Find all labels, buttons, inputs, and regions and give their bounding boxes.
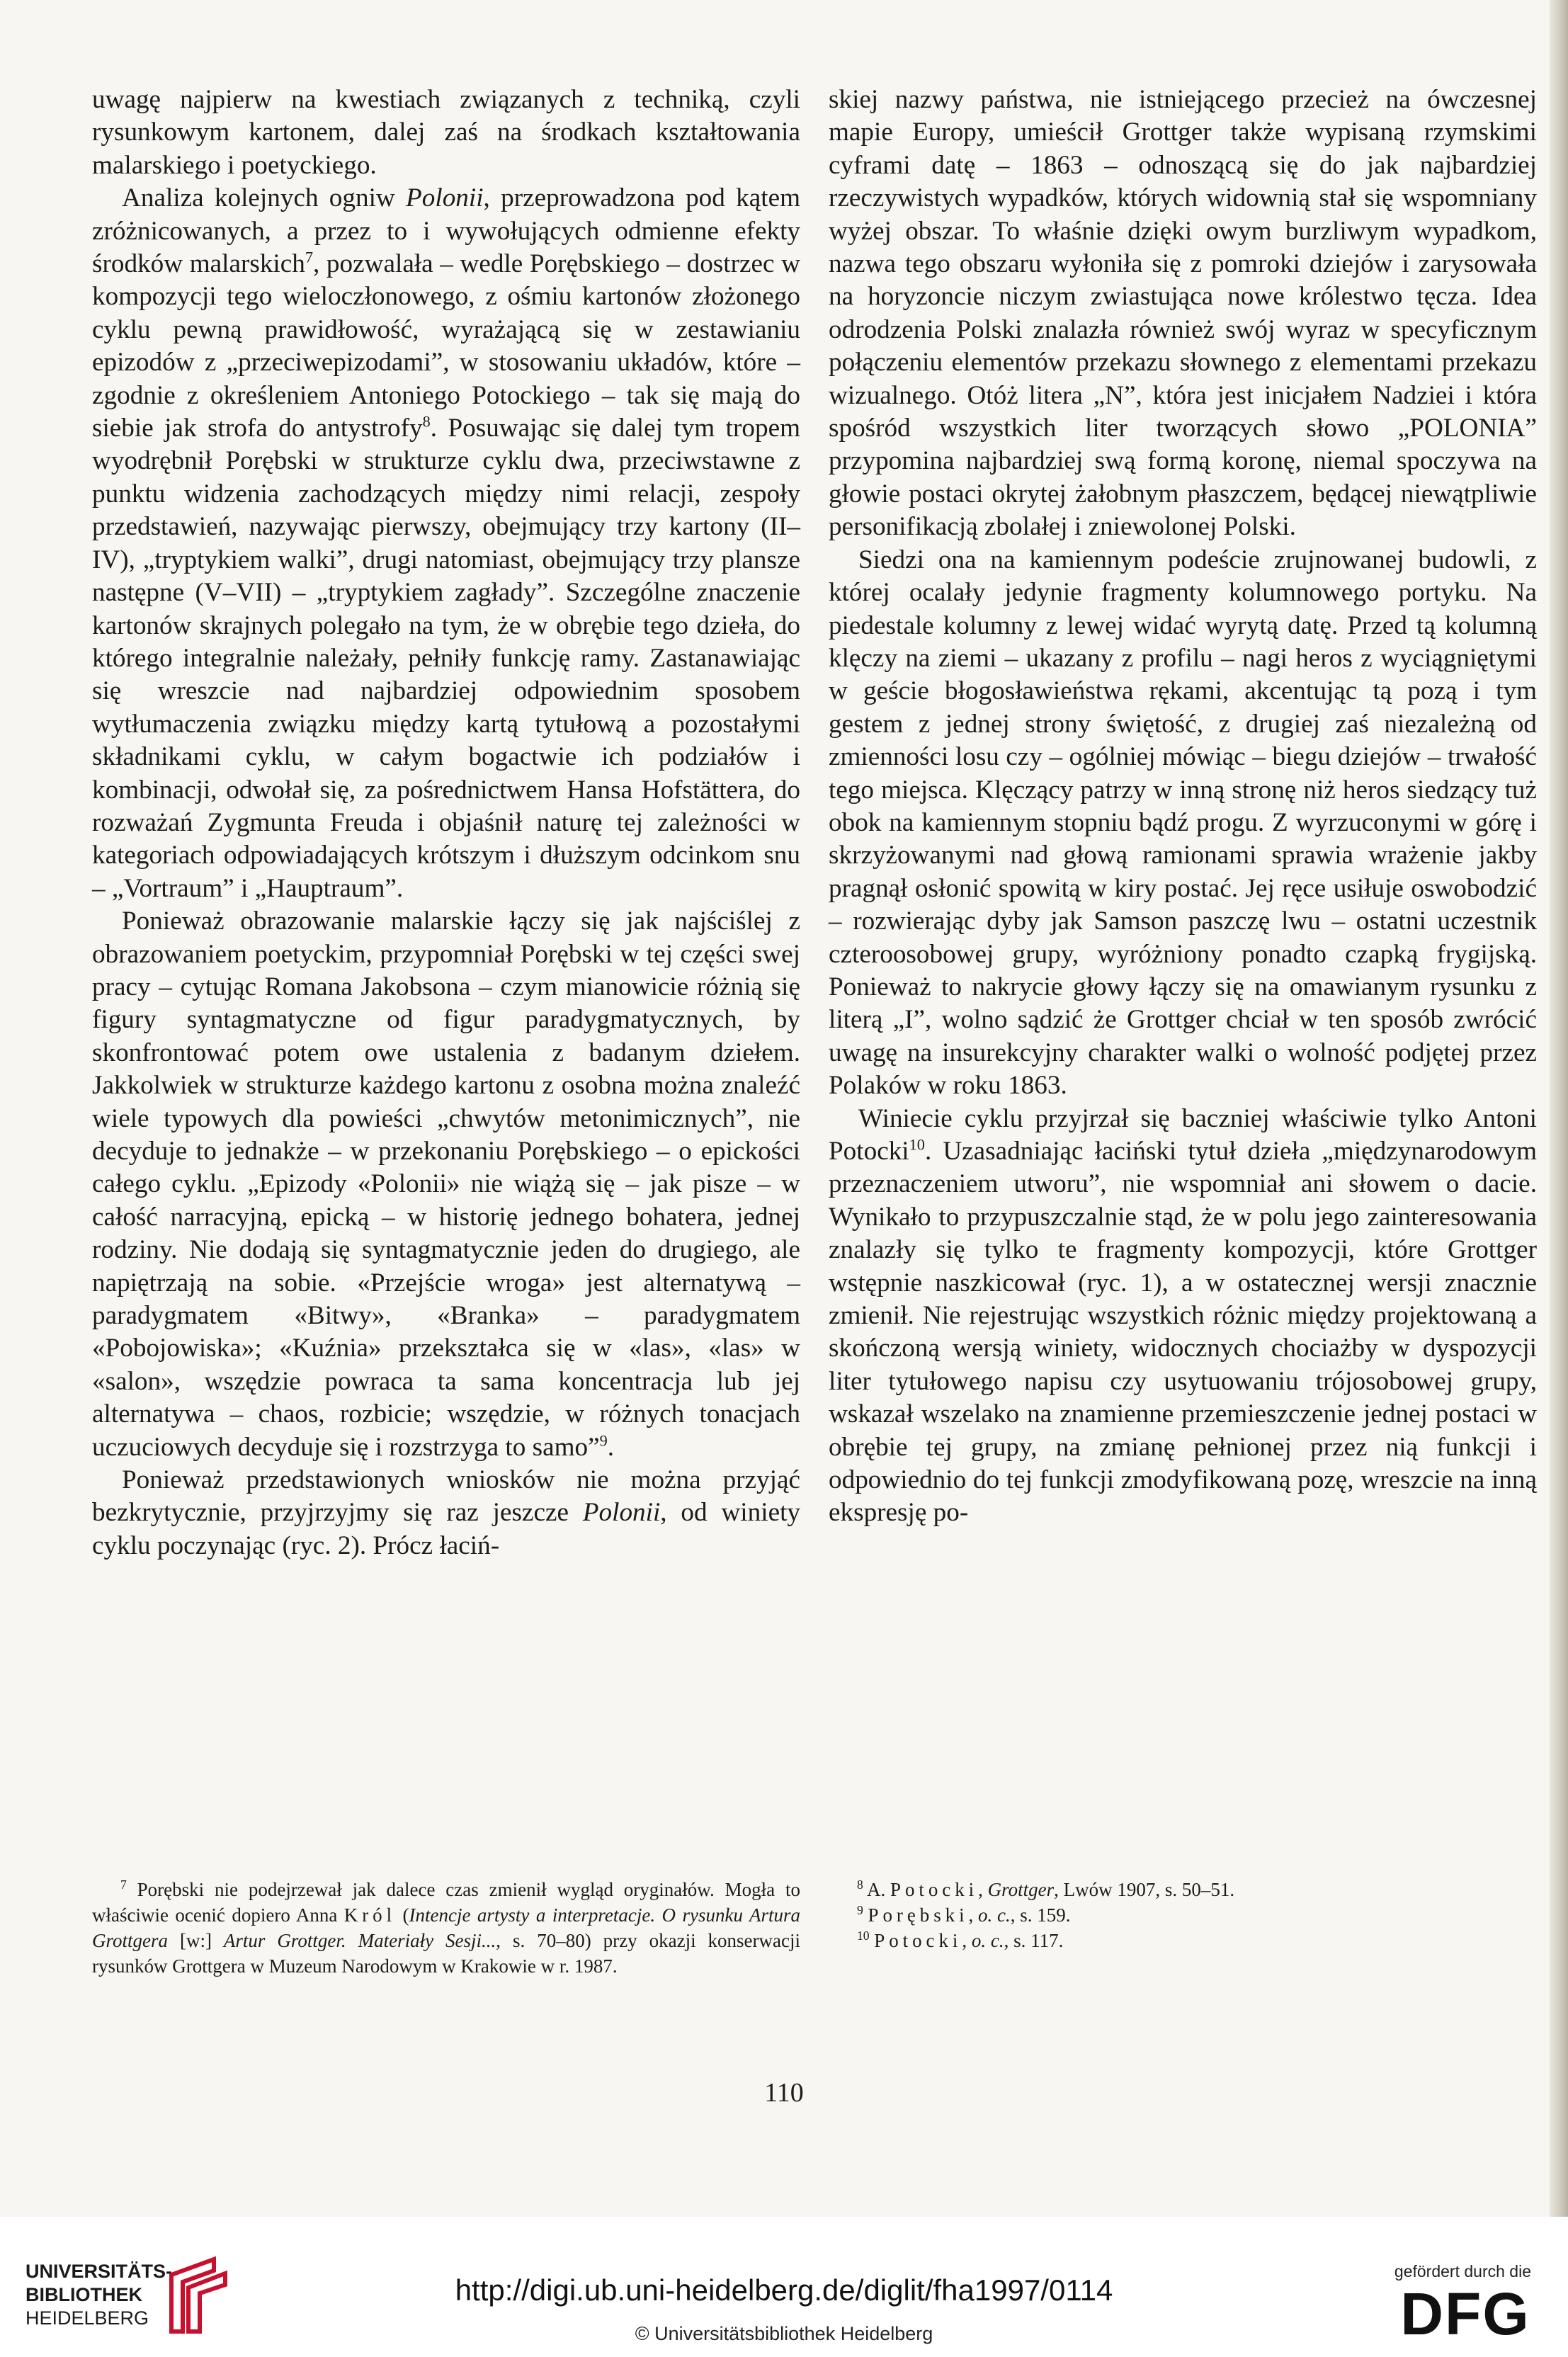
footnotes-right (857, 1877, 1565, 1953)
dfg-logo-icon (1391, 2285, 1540, 2341)
paragraph (829, 1103, 1537, 1530)
author-name: Król (343, 1904, 397, 1926)
author-name: Potocki (874, 1930, 962, 1951)
paragraph (92, 182, 800, 905)
text-run: . (607, 1432, 615, 1462)
text-run: , Lwów 1907, s. 50–51. (1054, 1879, 1235, 1900)
footnote-number: 8 (857, 1878, 863, 1892)
paragraph (92, 905, 800, 1464)
author-name: Porębski (868, 1904, 969, 1926)
text-run: [w:] (168, 1930, 224, 1951)
digitization-footer (0, 2217, 1568, 2357)
footnotes-left (92, 1877, 800, 1979)
italic-title: o. c. (978, 1904, 1011, 1926)
footnote (857, 1902, 1565, 1928)
text-run: Porębski nie podejrzewał jak dalece czas zmienił wygląd oryginałów. Mogła to właściwie ocenić dopiero Anna (92, 1879, 800, 1926)
footnote-ref: 8 (422, 412, 431, 431)
copyright-notice: © Universitätsbibliothek Heidelberg (635, 2323, 933, 2344)
text-run: Analiza kolejnych ogniw (122, 183, 407, 213)
text-run: , (968, 1904, 979, 1926)
italic-title: Polonii (582, 1498, 661, 1528)
text-run: , s. 70–80) przy okazji konserwacji rysunków Grottgera w Muzeum Narodowym w Krakowie w r. 1987. (92, 1930, 801, 1977)
paragraph: uwagę najpierw na kwestiach związanych z techniką, czyli rysunkowym kartonem, dalej zaś na środkach kształtowania malarskiego i poetyckiego. (92, 85, 800, 180)
paragraph (92, 1464, 800, 1562)
text-run: , (962, 1930, 972, 1951)
italic-title: Grottger (987, 1879, 1055, 1900)
italic-title: Artur Grottger. Materiały Sesji... (223, 1930, 496, 1951)
footnote (92, 1877, 800, 1979)
text-run: A. (867, 1879, 891, 1900)
text-run: ( (396, 1904, 409, 1926)
footnote-number: 10 (857, 1929, 870, 1943)
dfg-logo-text: DFG (1400, 2285, 1530, 2341)
footnote-number: 9 (857, 1903, 863, 1917)
text-run: . Posuwając się dalej tym tropem wyodrębnił Porębski w strukturze cyklu dwa, przeciwstawne z punktu widzenia zachodzących między nimi relacji, zespoły przedstawień, nazywając pierwszy, obejmujący trzy kartony (II–IV), „tryptykiem walki”, drugi natomiast, obejmujący trzy plansze następne (V–VII) – „tryptykiem zagłady”. Szczególne znaczenie kartonów skrajnych polegało na tym, że w obrębie tego dzieła, do którego integralnie należały, pełniły funkcję ramy. Zastanawiając się wreszcie nad najbardziej odpowiednim sposobem wytłumaczenia związku między kartą tytułową a pozostałymi składnikami cyklu, w całym bogactwie ich podziałów i kombinacji, odwołał się, za pośrednictwem Hansa Hofstättera, do rozważań Zygmunta Freuda i objaśnił naturę tej zależności w kategoriach odpowiadających krótszym i dłuższym odcinkom snu – „Vortraum” i „Hauptraum”. (92, 414, 800, 903)
text-run: , (978, 1879, 988, 1900)
paragraph: Siedzi ona na kamiennym podeście zrujnowanej budowli, z której ocalały jedynie fragmenty kolumnowego portyku. Na piedestale kolumny z lewej widać wyrytą datę. Przed tą kolumną klęczy na ziemi – ukazany z profilu – nagi heros z wyciągniętymi w geście błogosławieństwa rękami, akcentując tą pozą i tym gestem z jednej strony świętość, z drugiej zaś niezależną od zmienności losu czy – ogólniej mówiąc – biegu dziejów – trwałość tego miejsca. Klęczący patrzy w inną stronę niż heros siedzący tuż obok na kamiennym stopniu bądź progu. Z wyrzuconymi w górę i skrzyżowanymi nad głową ramionami sprawia wrażenie jakby pragnął osłonić spowitą w kiry postać. Jej ręce usiłuje oswobodzić – rozwierając dyby jak Samson paszczę lwu – ostatni uczestnik czteroosobowej grupy, wyróżniony ponadto czapką frygijską. Ponieważ to nakrycie głowy łączy się na omawianym rysunku z literą „I”, wolno sądzić że Grottger chciał w ten sposób zwrócić uwagę na insurekcyjny charakter walki o wolność podjętej przez Polaków w roku 1863. (829, 545, 1537, 1101)
text-run: Winiecie cyklu przyjrzał się baczniej właściwie tylko Antoni Potocki (829, 1103, 1537, 1166)
library-name-line3: HEIDELBERG (25, 2307, 149, 2329)
permalink-url[interactable]: http://digi.ub.uni-heidelberg.de/diglit/fha1997/0114 (455, 2273, 1113, 2307)
text-run: , przeprowadzona pod kątem zróżnicowanych, a przez to i wywołujących odmienne efekty środków malarskich (92, 183, 800, 279)
text-run: , pozwalała – wedle Porębskiego – dostrzec w kompozycji tego wieloczłonowego, z ośmiu kartonów złożonego cyklu pewną prawidłowość, wyrażającą się w zestawianiu epizodów z „przeciwepizodami”, w stosowaniu układów, które – zgodnie z określeniem Antoniego Potockiego – tak się mają do siebie jak strofa do antystrofy (92, 249, 800, 443)
text-run: . Uzasadniając łaciński tytuł dzieła „międzynarodowym przeznaczeniem utworu”, nie wspomniał ani słowem o dacie. Wynikało to przypuszczalnie stąd, że w polu jego zainteresowania znalazły się tylko te fragmenty kompozycji, które Grottger wstępnie naszkicował (ryc. 1), a w ostatecznej wersji znacznie zmienił. Nie rejestrując wszystkich różnic między projektowaną a skończoną wersją winiety, widocznych chociażby w dyspozycji liter tytułowego napisu czy usytuowaniu trójosobowej grupy, wskazał wszelako na znamienne przemieszczenie jednej postaci w obrębie tej grupy, na zmianę pełnionej przez nią funkcji i odpowiednio do tej funkcji zmodyfikowaną pozę, wreszcie na inną ekspresję po- (829, 1137, 1537, 1528)
text-run: Ponieważ przedstawionych wniosków nie można przyjąć bezkrytycznie, przyjrzyjmy się raz jeszcze (92, 1465, 800, 1528)
footnote-ref: 10 (909, 1135, 925, 1154)
italic-title: o. c. (971, 1930, 1004, 1951)
text-column-right (829, 84, 1537, 1530)
paragraph: skiej nazwy państwa, nie istniejącego przecież na ówczesnej mapie Europy, umieścił Grottger także wypisaną rzymskimi cyframi datę – 1863 – odnoszącą się do jak najbardziej rzeczywistych wypadków, których widownią stał się wspomniany wyżej obszar. To właśnie dzięki owym burzliwym wypadkom, nazwa tego obszaru wyłoniła się z pomroki dziejów i zarysowała na horyzoncie niczym zwiastująca nowe królestwo tęcza. Idea odrodzenia Polski znalazła również swój wyraz w specyficznym połączeniu elementów przekazu słownego z elementami przekazu wizualnego. Otóż litera „N”, która jest inicjałem Nadziei i która spośród wszystkich liter tworzących słowo „POLONIA” przypomina najbardziej swą formą koronę, niemal spoczywa na głowie postaci okrytej żałobnym płaszczem, będącej niewątpliwie personifikacją zbolałej i zniewolonej Polski. (829, 85, 1537, 542)
footnote (857, 1928, 1565, 1953)
text-run: , s. 117. (1004, 1930, 1064, 1951)
library-name-line2: BIBLIOTHEK (25, 2284, 142, 2305)
author-name: Potocki (890, 1879, 979, 1900)
funder-caption: gefördert durch die (1394, 2262, 1531, 2281)
italic-title: Intencje artysty a interpretacje. O rysunku Artura Grottgera (92, 1904, 800, 1951)
library-name-line1: UNIVERSITÄTS- (25, 2261, 173, 2282)
footnote-ref: 7 (305, 248, 314, 266)
text-run: , s. 159. (1010, 1904, 1071, 1926)
footnote-number: 7 (120, 1878, 127, 1892)
italic-title: Polonii (406, 183, 484, 213)
text-run: , od winiety cyklu poczynając (ryc. 2). Prócz łaciń- (92, 1498, 800, 1560)
footnote-ref: 9 (599, 1431, 608, 1450)
page-number: 110 (764, 2078, 804, 2108)
footnote (857, 1877, 1565, 1902)
text-column-left (92, 84, 800, 1562)
text-run: Ponieważ obrazowanie malarskie łączy się jak najściślej z obrazowaniem poetyckim, przypomniał Porębski w tej części swej pracy – cytując Romana Jakobsona – czym mianowicie różnią się figury syntagmatyczne od figur paradygmatycznych, by skonfrontować potem owe ustalenia z badanym dziełem. Jakkolwiek w strukturze każdego kartonu z osobna można znaleźć wiele typowych dla powieści „chwytów metonimicznych”, nie decyduje to jednakże – w przekonaniu Porębskiego – o epickości całego cyklu. „Epizody «Polonii» nie wiążą się – jak pisze – w całość narracyjną, epicką – w historię jednego bohatera, jednej rodziny. Nie dodają się syntagmatycznie jeden do drugiego, ale napiętrzają na sobie. «Przejście wroga» jest alternatywą – paradygmatem «Bitwy», «Branka» – paradygmatem «Pobojowiska»; «Kuźnia» przekształca się w «las», «las» w «salon», wszędzie powraca ta sama koncentracja lub jej alternatywa – chaos, rozbicie; wszędzie, w różnych tonacjach uczuciowych decyduje się i rozstrzyga to samo” (92, 907, 800, 1462)
